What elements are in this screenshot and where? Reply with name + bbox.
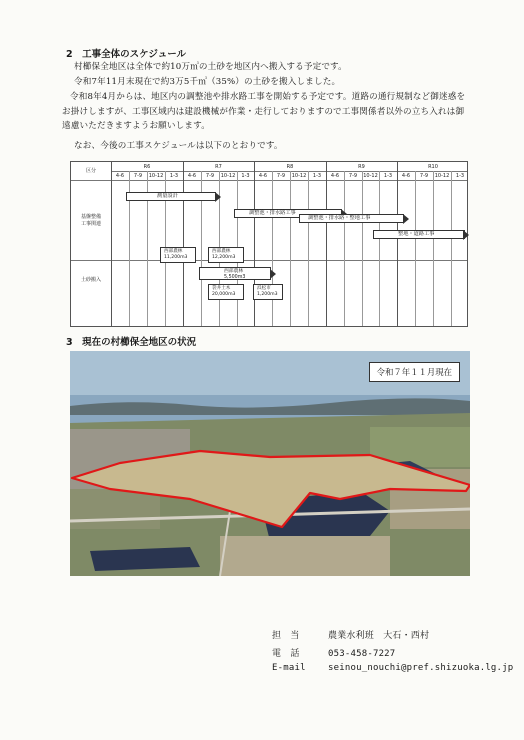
month-header: 4-6 (115, 173, 125, 179)
corner-label: 区分 (85, 168, 96, 174)
aerial-photo (70, 351, 470, 576)
year-header-r8: R8 (286, 164, 294, 170)
year-header-r9: R9 (358, 164, 365, 170)
month-header: 7-9 (133, 173, 143, 179)
paragraph-notice: 令和8年4月からは、地区内の調整池や排水路工事を開始する予定です。道路の通行規制など御迷惑をお掛けしますが、工事区域内は建設機械が作業・走行しておりますので工事関係者以外の立ち入れは御遠慮いただきますようお願いします。 (62, 92, 466, 131)
paragraph-total-volume: 村櫛保全地区は全体で約10万㎥の土砂を地区内へ搬入する予定です。 (74, 62, 347, 72)
year-header-r7: R7 (215, 164, 222, 170)
schedule-table (70, 161, 468, 327)
contact-phone (272, 646, 395, 659)
contact-email-label: E-mail (272, 663, 306, 673)
paragraph-progress: 令和7年11月末現在で約3万5千㎥（35%）の土砂を搬入しました。 (74, 77, 341, 87)
soil-box-amount: 12,200m3 (212, 255, 236, 260)
bar-grading-road: 整地・道路工事 (373, 230, 465, 239)
month-header: 10-12 (220, 173, 236, 179)
bar-seibu-long (199, 267, 271, 280)
soil-box-amount: 20,000m3 (212, 292, 236, 297)
soil-box-seibu-1 (160, 247, 196, 263)
contact-person (272, 628, 429, 641)
month-header: 7-9 (419, 173, 429, 179)
row-label-soil-transport: 土砂搬入 (80, 277, 101, 283)
month-header: 1-3 (383, 173, 393, 179)
arrow-icon (215, 192, 221, 202)
month-header: 1-3 (312, 173, 322, 179)
bar-pond-drain-1: 調整池・排水路工事 (234, 209, 342, 218)
bar-seibu-amount: 5,500m3 (224, 274, 246, 280)
soil-box-amount: 1,200m3 (257, 292, 278, 297)
month-header: 7-9 (205, 173, 215, 179)
soil-box-name: 浜松市 (257, 286, 271, 291)
contact-phone-value: 053-458-7227 (328, 649, 396, 659)
month-header: 7-9 (276, 173, 286, 179)
bar-survey-design: 測量設計 (126, 192, 216, 201)
soil-box-name: 袋井土木 (212, 286, 231, 291)
paragraph-schedule-intro: なお、今後の工事スケジュールは以下のとおりです。 (74, 141, 283, 151)
section-3-title: 3 現在の村櫛保全地区の状況 (66, 337, 197, 348)
soil-box-amount: 11,200m3 (164, 255, 188, 260)
month-header: 10-12 (148, 173, 164, 179)
month-header: 1-3 (455, 173, 465, 179)
photo-date-badge: 令和７年１１月現在 (369, 362, 460, 382)
month-header: 4-6 (258, 173, 268, 179)
contact-person-value: 農業水利班 大石・西村 (328, 631, 430, 641)
month-header: 10-12 (363, 173, 378, 179)
soil-box-fukuroi (208, 284, 244, 300)
arrow-icon (463, 230, 469, 240)
contact-email (272, 663, 513, 673)
soil-box-name: 西部農林 (212, 249, 231, 254)
contact-phone-label: 電 話 (272, 649, 300, 659)
month-header: 10-12 (434, 173, 450, 179)
row-label-construction: 基盤整備 工事関連 (80, 214, 101, 227)
soil-box-hamamatsu (253, 284, 283, 300)
month-header: 10-12 (291, 173, 307, 179)
aerial-photo-illustration (70, 351, 470, 576)
month-header: 7-9 (348, 173, 358, 179)
month-header: 4-6 (401, 173, 411, 179)
soil-box-seibu-2 (208, 247, 244, 263)
section-2-title: 2 工事全体のスケジュール (66, 49, 187, 60)
arrow-icon (270, 269, 276, 279)
month-header: 1-3 (169, 173, 179, 179)
month-header: 1-3 (241, 173, 250, 179)
year-header-r10: R10 (428, 164, 438, 170)
bar-pond-drain-grading: 調整池・排水路・整地工事 (299, 214, 404, 223)
arrow-icon (403, 214, 409, 224)
month-header: 4-6 (330, 173, 340, 179)
year-header-r6: R6 (143, 164, 151, 170)
contact-email-value[interactable]: seinou_nouchi@pref.shizuoka.lg.jp (328, 663, 514, 673)
contact-person-label: 担 当 (272, 631, 300, 641)
bar-seibu-name: 西部農林 (224, 269, 244, 274)
month-header: 4-6 (187, 173, 197, 179)
soil-box-name: 西部農林 (164, 249, 183, 254)
